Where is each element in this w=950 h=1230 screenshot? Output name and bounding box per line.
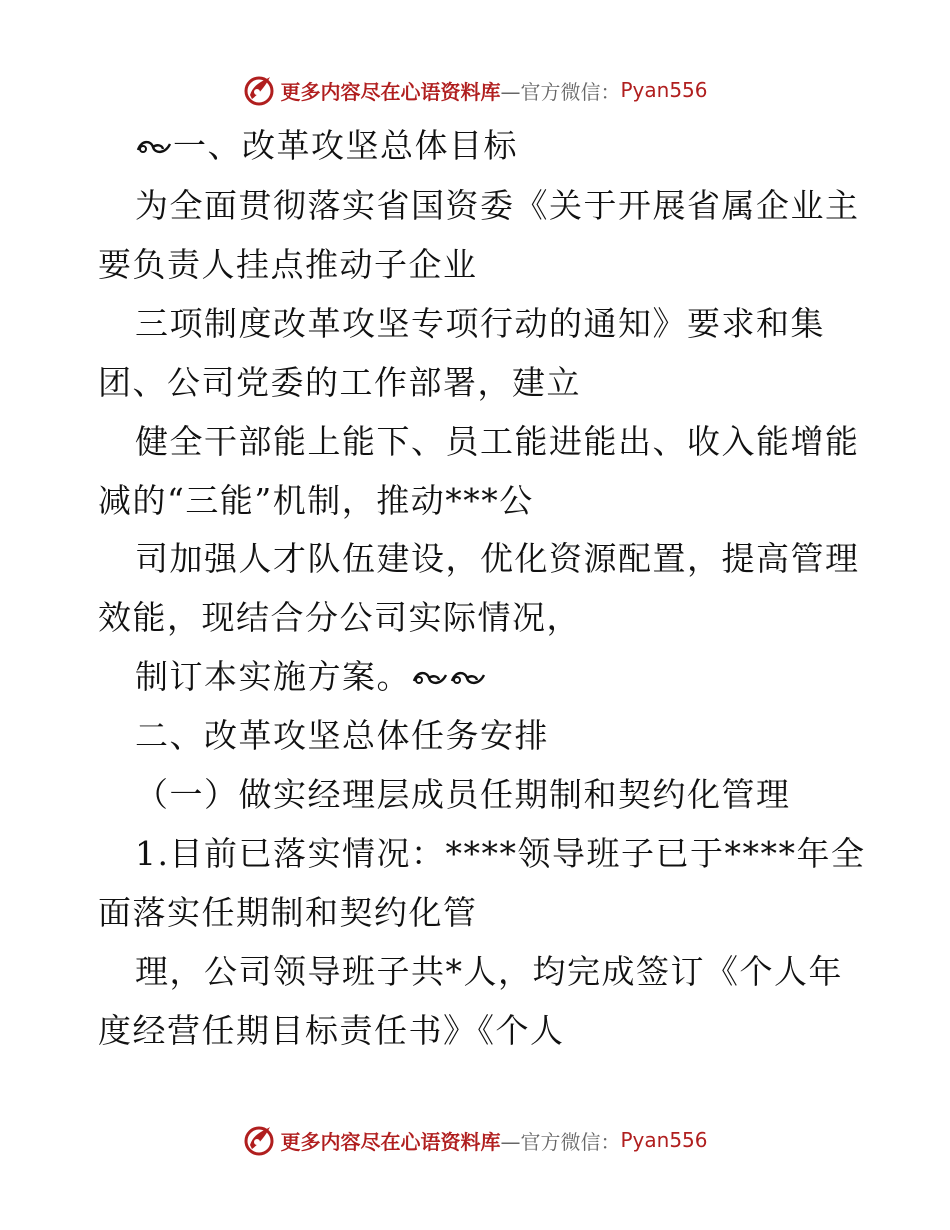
paragraph-line: 司加强人才队伍建设，优化资源配置，提高管理 [135, 539, 860, 578]
paragraph-line: 要负责人挂点推动子企业 [98, 245, 478, 284]
paragraph-line: 1.目前已落实情况：****领导班子已于****年全 [135, 834, 866, 873]
footer-banner [0, 1120, 950, 1160]
section-heading-1: 一、改革攻坚总体目标 [135, 124, 518, 168]
paragraph-line: 减的“三能”机制，推动***公 [98, 481, 534, 520]
ornament-icon [135, 135, 173, 159]
paragraph-line: 团、公司党委的工作部署，建立 [98, 363, 581, 402]
subsection-heading: （一）做实经理层成员任期制和契约化管理 [135, 775, 791, 814]
banner-wechat-id: Pyan556 [620, 1128, 708, 1152]
paragraph-line: 三项制度改革攻坚专项行动的通知》要求和集 [135, 304, 825, 343]
paragraph-line: 面落实任期制和契约化管 [98, 893, 478, 932]
banner-wechat-id: Pyan556 [620, 78, 708, 102]
ornament-icon [449, 666, 487, 690]
paragraph-line: 健全干部能上能下、员工能进能出、收入能增能 [135, 422, 860, 461]
paragraph-line-ornamented: 制订本实施方案。 [135, 655, 487, 699]
banner-site-name: 更多内容尽在心语资料库 [280, 79, 501, 104]
header-banner [0, 70, 950, 110]
brand-logo-icon [242, 1123, 276, 1157]
banner-wechat-label: —官方微信： [500, 79, 621, 104]
paragraph-line: 度经营任期目标责任书》《个人 [98, 1011, 565, 1050]
banner-wechat-label: —官方微信： [500, 1129, 621, 1154]
brand-logo-icon [242, 73, 276, 107]
ornament-icon [411, 666, 449, 690]
banner-site-name: 更多内容尽在心语资料库 [280, 1129, 501, 1154]
paragraph-line: 效能，现结合分公司实际情况， [98, 598, 581, 637]
paragraph-line: 为全面贯彻落实省国资委《关于开展省属企业主 [135, 186, 860, 225]
section-heading-2: 二、改革攻坚总体任务安排 [135, 716, 549, 755]
paragraph-line: 理，公司领导班子共*人，均完成签订《个人年 [135, 952, 843, 991]
